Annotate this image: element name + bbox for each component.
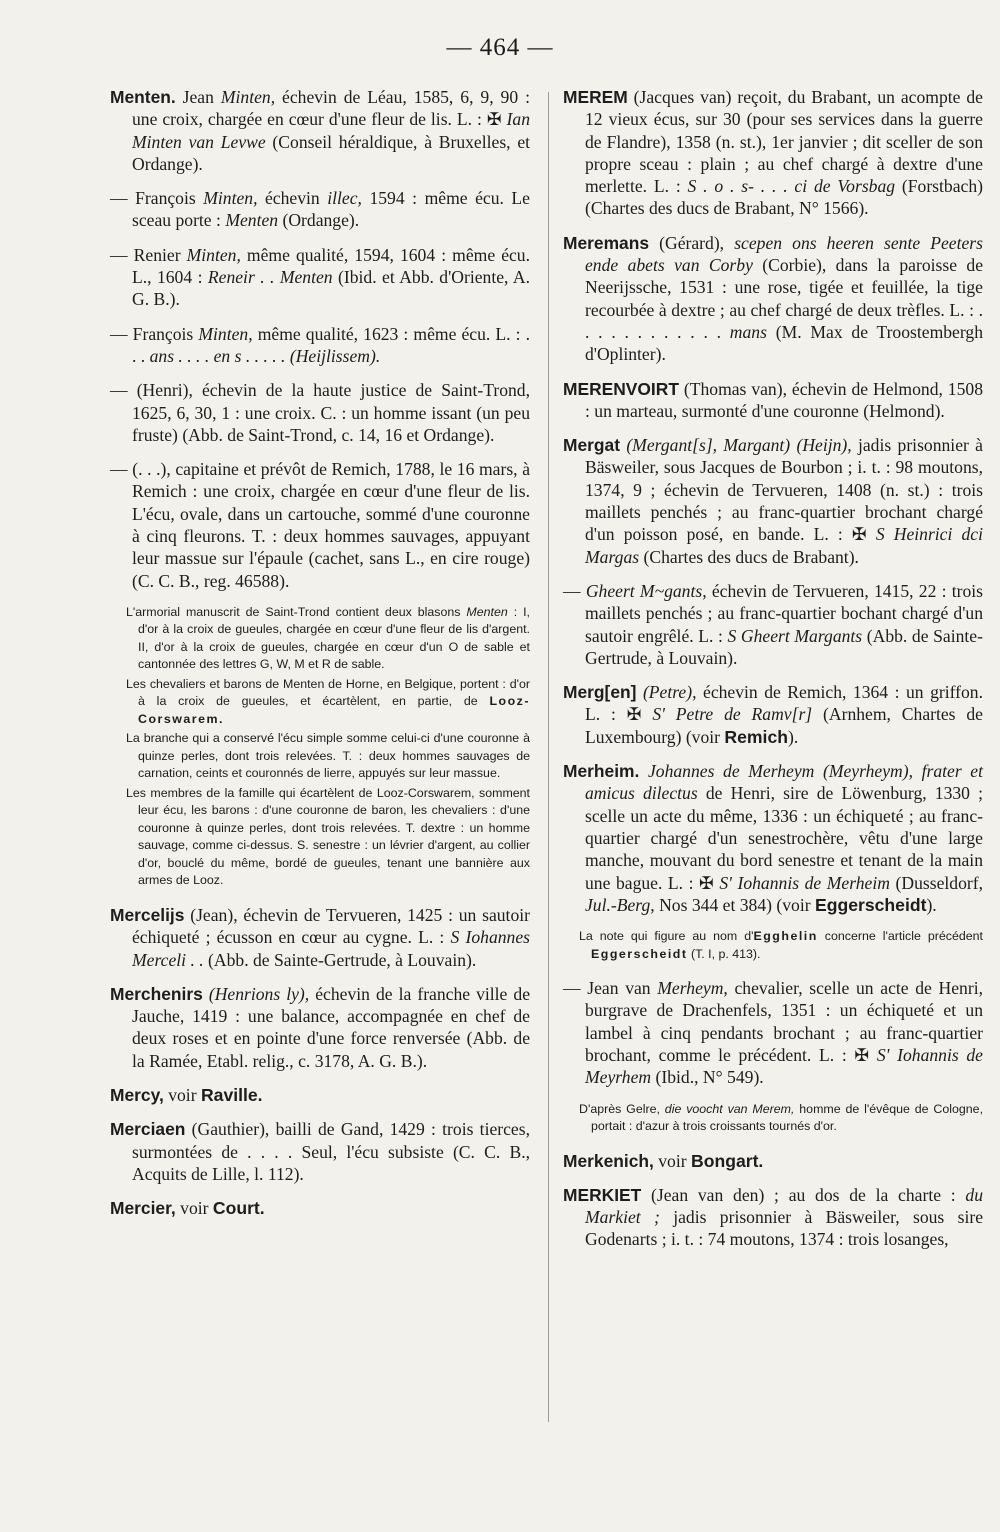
italic-text: (Henrions ly), — [208, 983, 310, 1004]
entry-text: — François — [110, 188, 204, 209]
entry-text: ). — [787, 726, 799, 747]
italic-text: S' Petre de Ramv[r] — [652, 704, 813, 725]
entry-text: (Corbie), dans la paroisse de Neerijssche, 1531 : une rose, tigée et feuillée, la tige recourbée à dextre ; au chef chargé de deux trèfles. L. : . . . . . . . . . . . . — [585, 255, 984, 342]
column-divider — [548, 92, 549, 1422]
entry-text: — François — [110, 323, 199, 344]
entry-text: (Ibid. et Abb. d'Oriente, A. G. B.). — [132, 267, 530, 310]
entry-text: — (Henri), échevin de la haute justice de Saint-Trond, 1625, 6, 30, 1 : une croix. C. : un homme issant (un peu fruste) (Abb. de Saint-Trond, c. 14, 16 et Ordange). — [110, 380, 530, 445]
italic-text: Ian Minten van Levwe — [132, 109, 530, 152]
entry-text: voir — [163, 1085, 201, 1106]
note-reference: Eggerscheidt — [591, 946, 688, 961]
entry-text: (Gérard), — [649, 232, 735, 253]
entry-text: Nos 344 et 384) (voir — [654, 894, 815, 915]
entry-text: (Jacques van) reçoit, du Brabant, un acompte de 12 vieux écus, sur 30 (pour ses services dans la guerre de Flandre), 1358 (n. st.), 1er janvier ; dit sceller de son propre sceau : plain ; au chef chargé à dextre d'une merlette. L. : — [585, 87, 983, 197]
entry-text: même qualité, 1594, 1604 : même écu. L., 1604 : — [132, 244, 531, 288]
entry-headword: Merkenich, — [563, 1150, 654, 1171]
entry-headword: Mercier, — [110, 1198, 176, 1219]
entry-text: (Gauthier), bailli de Gand, 1429 : trois tierces, surmontées de . . . . Seul, l'écu subsiste (C. C. B., Acquits de Lille, l. 112). — [132, 1119, 530, 1184]
entry — [110, 323, 530, 368]
cross-reference: Bongart. — [691, 1150, 764, 1171]
italic-text: Johannes de Merheym (Meyrheym), frater et amicus dilectus — [585, 761, 983, 804]
entry-text: (Ordange). — [278, 210, 360, 231]
note-text: La note qui figure au nom d' — [579, 929, 754, 944]
entry — [110, 86, 530, 175]
entry-text: Jean — [175, 87, 221, 107]
right-column — [563, 86, 983, 1263]
entry-text: — Renier — [110, 244, 187, 265]
entry — [110, 1118, 530, 1185]
entry-text: (Forstbach) (Chartes des ducs de Brabant, N° 1566). — [585, 176, 983, 219]
notes-block — [110, 604, 530, 890]
entry-headword: MEREM — [563, 87, 628, 107]
cross-reference: Raville. — [200, 1085, 263, 1106]
entry-text — [639, 761, 648, 781]
entry-text: de Henri, sire de Löwenburg, 1330 ; scelle un acte du même, 1336 : un échiqueté ; au franc-quartier chargé d'un senestrochère, vêtu d'une large manche, mouvant du bord senestre et tenant de la main une bague. L. : ✠ — [585, 783, 983, 893]
entry — [110, 1197, 530, 1219]
note-text: L'armorial manuscrit de Saint-Trond contient deux blasons — [126, 604, 467, 619]
italic-text: S' Iohannis de Merheim — [719, 872, 890, 893]
entry-headword: Menten. — [110, 87, 176, 107]
left-column — [110, 86, 530, 1232]
entry-text: voir — [175, 1198, 213, 1219]
entry — [563, 580, 983, 669]
entry — [563, 681, 983, 748]
entry — [110, 1084, 530, 1106]
note-text: (T. I, p. 413). — [687, 946, 761, 961]
entry-text: (Chartes des ducs de Brabant). — [639, 546, 859, 567]
italic-text: S Heinrici dci Margas — [585, 524, 983, 567]
entry — [110, 187, 530, 232]
italic-text: illec, — [327, 188, 362, 209]
entry — [563, 760, 983, 916]
entry-text: échevin de la franche ville de Jauche, 1419 : une balance, accompagnée en chef de deux roses et en pointe d'une force renversée (Abb. de la Ramée, Etabl. relig., c. 3178, A. G. B.). — [132, 983, 531, 1071]
entry — [563, 1150, 983, 1172]
italic-text: Reneir . . Menten — [207, 267, 333, 288]
italic-text: scepen ons heeren sente Peeters ende abets van Corby — [585, 232, 983, 276]
cross-reference: Court. — [212, 1198, 265, 1219]
entry-text: même qualité, 1623 : même écu. L. : . . . — [132, 323, 530, 366]
entry-text: 1594 : même écu. Le sceau porte : — [132, 188, 530, 231]
note-text: homme de l'évêque de Cologne, portait : d'azur à trois croissants tournés d'or. — [591, 1101, 984, 1134]
notes-block — [563, 928, 983, 963]
page-number: — 464 — — [446, 34, 554, 61]
entry — [110, 244, 530, 311]
entry-headword: Merg[en] — [563, 682, 637, 703]
entry-text: voir — [653, 1150, 691, 1171]
italic-text: (Petre), — [642, 682, 697, 703]
entry — [563, 378, 983, 423]
entry-text: (Abb. de Sainte-Gertrude, à Louvain). — [585, 625, 983, 668]
entry-text: (Abb. de Sainte-Gertrude, à Louvain). — [203, 949, 477, 970]
entry-text: ). — [926, 894, 937, 915]
entry — [110, 379, 530, 446]
entry-headword: Merciaen — [110, 1119, 186, 1140]
entry-text: jadis prisonnier à Bäsweiler, sous Jacques de Bourbon ; i. t. : 98 moutons, 1374, 9 ; échevin de Tervueren, 1408 (n. st.) : trois maillets penchés ; au franc-quartier brochant chargé d'un poisson posé, en bande. L. : ✠ — [585, 435, 983, 545]
entry-text: (M. Max de Troostembergh d'Oplinter). — [585, 321, 983, 365]
entry-text: échevin de Léau, 1585, 6, 9, 90 : une croix, chargée en cœur d'une fleur de lis. L. : ✠ — [132, 87, 530, 130]
entry-text: échevin de Tervueren, 1415, 22 : trois maillets penchés ; au franc-quartier bochant chargé d'un sautoir engrêlé. L. : — [585, 580, 983, 646]
entry-text: (Arnhem, Chartes de Luxembourg) (voir — [585, 704, 983, 747]
italic-text: Menten — [225, 210, 279, 231]
entry-text: (Conseil héraldique, à Bruxelles, et Ordange). — [132, 131, 531, 174]
note-text: La branche qui a conservé l'écu simple somme celui-ci d'une couronne à quinze perles, dont trois relevées. T. : deux hommes sauvages de carnation, ceints et couronnés de lierre, appuyés sur leur massue. — [126, 731, 530, 781]
entry — [110, 983, 530, 1072]
italic-text: Gheert M~gants, — [585, 580, 707, 601]
italic-text: Minten, — [186, 244, 241, 265]
italic-text: Minten, — [203, 188, 258, 209]
cross-reference: Remich — [724, 726, 788, 747]
entry — [110, 904, 530, 971]
note-paragraph — [110, 785, 530, 890]
entry-text: échevin de Remich, 1364 : un griffon. L. : ✠ — [585, 682, 983, 725]
entry-headword: Merheim. — [563, 761, 640, 782]
entry — [563, 86, 983, 220]
entry — [563, 977, 983, 1088]
italic-text: S . o . s- . . . ci de Vorsbag — [687, 176, 896, 197]
entry-headword: Mercelijs — [110, 904, 185, 925]
entry — [110, 458, 530, 592]
entry-headword: Mercy, — [110, 1085, 164, 1106]
italic-text: S' Iohannis de Meyrhem — [585, 1044, 983, 1088]
entry-text: — Jean van — [563, 978, 658, 999]
note-text: die voocht van Merem, — [664, 1101, 795, 1116]
entry-text: — — [563, 580, 586, 601]
entry — [563, 1184, 983, 1251]
note-paragraph — [110, 730, 530, 783]
notes-block — [563, 1101, 983, 1136]
entry-headword: MERKIET — [563, 1184, 642, 1205]
note-reference: Looz-Corswarem. — [138, 694, 530, 726]
entry-headword: Mergat — [563, 435, 621, 456]
italic-text: du Markiet ; — [585, 1184, 983, 1228]
italic-text: Minten, — [198, 323, 253, 344]
note-text: concerne l'article précédent — [817, 929, 983, 944]
entry — [563, 434, 983, 568]
italic-text: Jul.-Berg, — [585, 894, 655, 915]
entry-text: (Jean), échevin de Tervueren, 1425 : un sautoir échiqueté ; écusson en cœur au cygne. L. : — [132, 904, 530, 948]
note-text: Les chevaliers et barons de Menten de Horne, en Belgique, portent : d'or à la croix de gueules, et écartèlent, en partie, de — [126, 676, 530, 709]
entry-text: (Jean van den) ; au dos de la charte : — [641, 1184, 966, 1205]
italic-text: ans . . . . en s . . . . . (Heijlissem). — [149, 345, 381, 366]
entry-text: (Ibid., N° 549). — [651, 1067, 764, 1088]
italic-text: Minten, — [220, 87, 276, 107]
note-paragraph — [110, 676, 530, 729]
entry — [563, 232, 983, 366]
note-text: Les membres de la famille qui écartèlent de Looz-Corswarem, somment leur écu, les barons : d'une couronne de baron, les chevaliers : d'une couronne à quinze perles, dont trois relevées. T. dextre : un homme sauvage, comme ci-dessus. S. senestre : un lévrier d'argent, au collier d'or, bouclé du même, bordé de gueules, tenant une bannière aux armes de Looz. — [126, 785, 530, 888]
note-paragraph — [110, 604, 530, 674]
note-paragraph — [563, 928, 983, 963]
italic-text: Merheym, — [657, 978, 728, 999]
entry-text: (Dusseldorf, — [889, 872, 983, 893]
note-reference: Egghelin — [753, 929, 818, 944]
italic-text: (Mergant[s], Margant) (Heijn), — [626, 435, 852, 456]
entry-headword: MERENVOIRT — [563, 378, 679, 399]
cross-reference: Eggerscheidt — [814, 894, 927, 915]
italic-text: S Gheert Margants — [727, 625, 863, 646]
entry-text: jadis prisonnier à Bäsweiler, sous sire Godenarts ; i. t. : 74 moutons, 1374 : trois losanges, — [585, 1207, 984, 1250]
entry-text: (Thomas van), échevin de Helmond, 1508 : un marteau, surmonté d'une couronne (Helmond). — [585, 378, 983, 421]
note-paragraph — [563, 1101, 983, 1136]
entry-text: échevin — [257, 188, 328, 209]
note-text: D'après Gelre, — [579, 1101, 665, 1116]
note-text: Menten — [466, 604, 508, 619]
italic-text: S Iohannes Merceli . . — [132, 927, 530, 970]
entry-text: chevalier, scelle un acte de Henri, burgrave de Drachenfels, 1351 : un échiqueté et un lambel à cinq pendants brochant ; au franc-quartier brochant, comme le précédent. L. : ✠ — [585, 978, 983, 1065]
note-text: : I, d'or à la croix de gueules, chargée en cœur d'une fleur de lis d'argent. II, d'or à la croix de gueules, chargée en cœur d'un O de sable et cantonnée des lettres G, W, M et R de sable. — [138, 604, 530, 672]
entry-headword: Meremans — [563, 232, 650, 253]
italic-text: mans — [729, 321, 767, 342]
entry-headword: Merchenirs — [110, 983, 203, 1004]
entry-text: — (. . .), capitaine et prévôt de Remich, 1788, le 16 mars, à Remich : une croix, chargée en cœur d'une fleur de lis. L'écu, ovale, dans un cartouche, sommé d'une couronne à cinq fleurons. T. : deux hommes sauvages, appuyant leur massue sur l'épaule (cachet, sans L., en cire rouge) (C. C. B., reg. 46588). — [110, 459, 530, 591]
